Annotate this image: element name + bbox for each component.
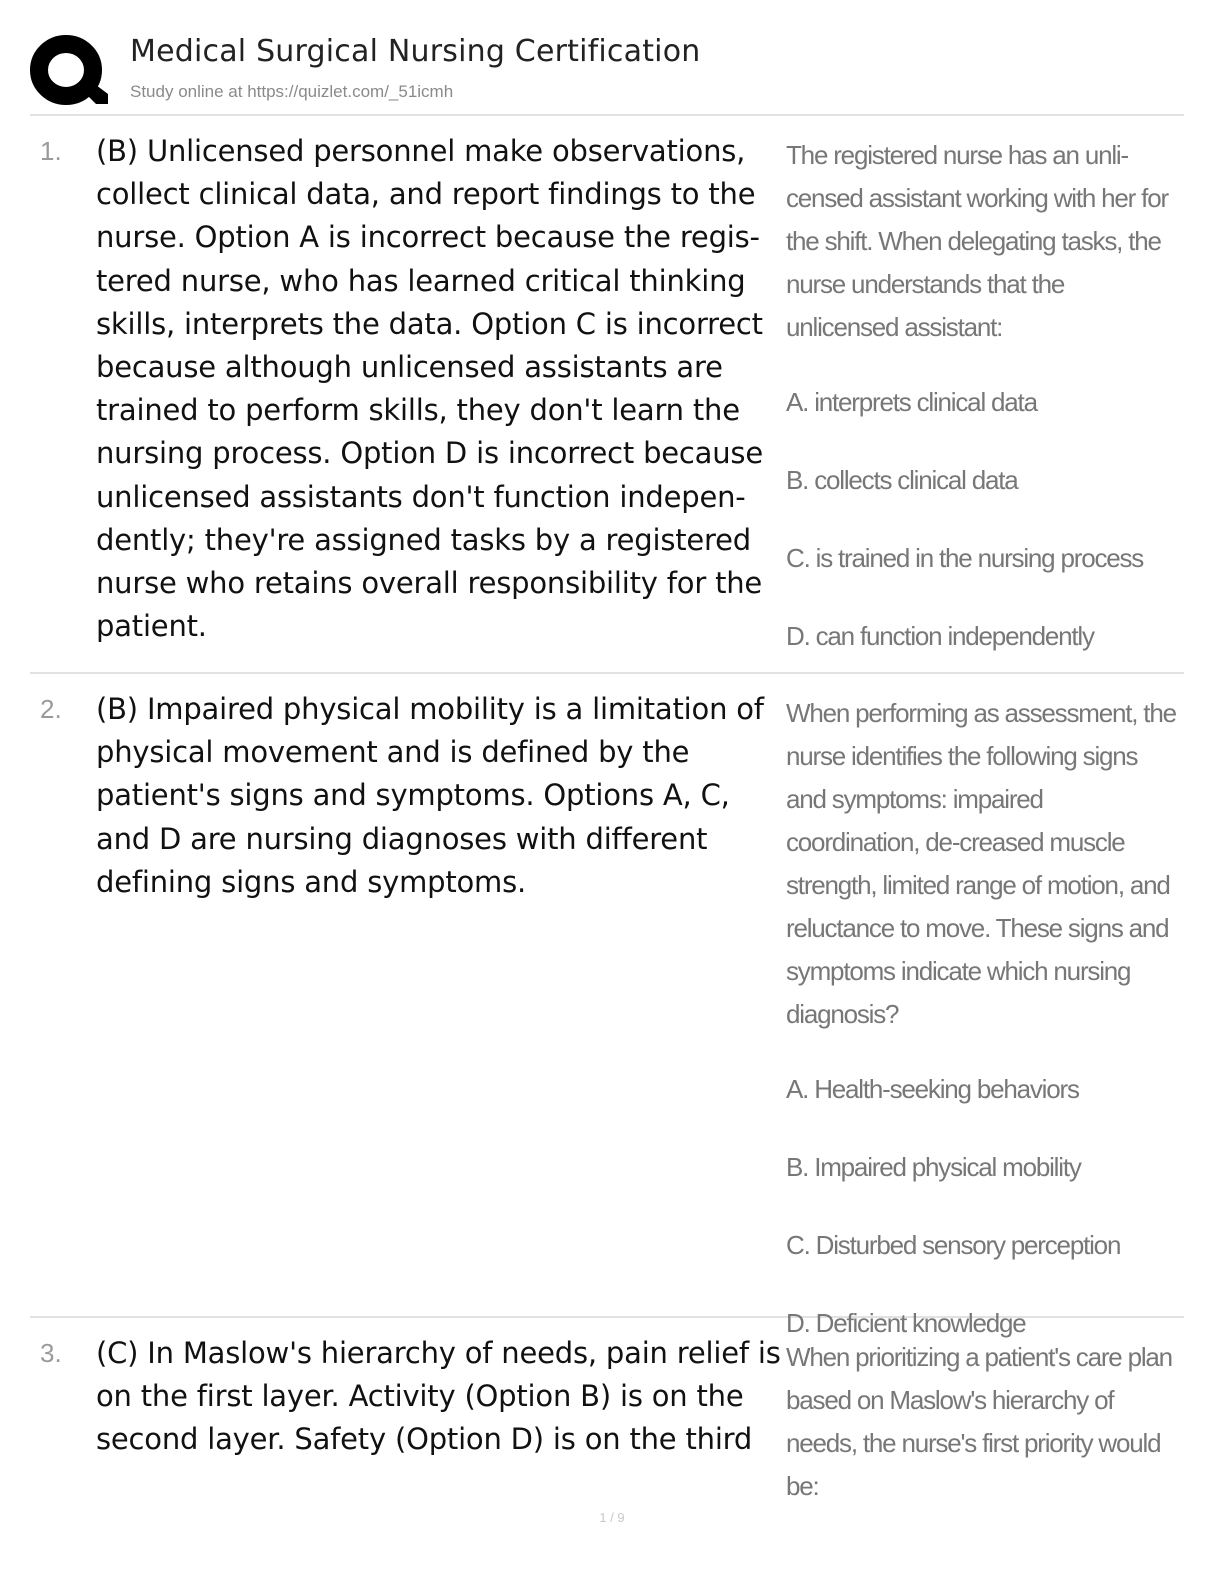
card-answer: (B) Unlicensed personnel make observations, collect clinical data, and report findings to the nurse. Option A is incorrect because the regis-tered nurse, who has learned critical thinking skills, interprets the data. Option C is incorrect because although unlicensed assistants are trained to perform skills, they don't learn the nursing process. Option D is incorrect because unlicensed assistants don't function indepen-dently; they're assigned tasks by a registered nurse who retains overall responsibility for the patient.: [96, 134, 763, 644]
option-c: C. is trained in the nursing process: [786, 543, 1144, 573]
option-b: B. Impaired physical mobility: [786, 1152, 1081, 1182]
option-d: D. Deficient knowledge: [786, 1308, 1026, 1338]
flashcard-2: [30, 674, 1184, 1338]
option-a: A. Health-seeking behaviors: [786, 1074, 1079, 1104]
page-number: 1 / 9: [599, 1510, 625, 1525]
quizlet-logo-icon: [30, 34, 110, 108]
card-answer: (B) Impaired physical mobility is a limitation of physical movement and is defined by the patient's signs and symptoms. Options A, C, and D are nursing diagnoses with different defining signs and symptoms.: [96, 692, 764, 899]
option-b: B. collects clinical data: [786, 465, 1018, 495]
option-a: A. interprets clinical data: [786, 387, 1037, 417]
option-d: D. can function independently: [786, 621, 1094, 651]
question-stem: When prioritizing a patient's care plan based on Maslow's hierarchy of needs, the nurse's first priority would be:: [786, 1342, 1172, 1501]
question-stem: When performing as assessment, the nurse identifies the following signs and symptoms: impaired coordination, de-creased muscle strength, limited range of motion, and reluctance to move. These signs and symptoms indicate which nursing diagnosis?: [786, 698, 1176, 1029]
option-c: C. Disturbed sensory perception: [786, 1230, 1121, 1260]
study-link[interactable]: Study online at https://quizlet.com/_51icmh: [130, 82, 454, 101]
card-question: [786, 134, 1178, 693]
card-number: 3.: [40, 1338, 62, 1368]
card-answer: (C) In Maslow's hierarchy of needs, pain relief is on the first layer. Activity (Option B) is on the second layer. Safety (Option D) is on the third: [96, 1336, 781, 1457]
card-number: 2.: [40, 694, 62, 724]
card-number: 1.: [40, 136, 62, 166]
flashcard-3: [30, 1318, 1184, 1501]
page-header: [30, 30, 1184, 116]
card-question: [786, 692, 1178, 1380]
page-title: Medical Surgical Nursing Certification: [130, 34, 701, 69]
flashcard-1: [30, 116, 1184, 674]
question-stem: The registered nurse has an unli-censed assistant working with her for the shift. When delegating tasks, the nurse understands that the unlicensed assistant:: [786, 140, 1168, 342]
